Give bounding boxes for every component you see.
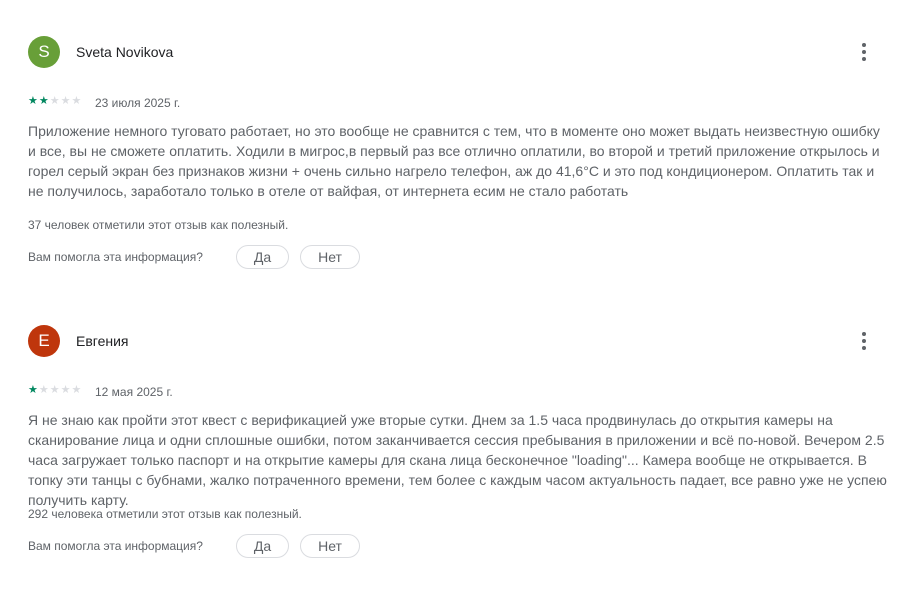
review-text: Приложение немного туговато работает, но это вообще не сравнится с тем, что в моменте оно может выдать неизвестную ошибку и все, вы не сможете оплатить. Ходили в мигрос,в первый раз все отлично оплатили, во второй и третий приложение открылось и горел серый экран без признаков жизни + очень сильно нагрело телефон, аж до 41,6°C и это под кондиционером. Оплатить так и не получилось, заработало только в отеле от вайфая, от интернета есим не стало работать bbox=[28, 123, 880, 199]
avatar: E bbox=[28, 325, 60, 357]
avatar: S bbox=[28, 36, 60, 68]
review-date: 12 мая 2025 г. bbox=[95, 385, 173, 399]
star-filled-icon: ★ bbox=[38, 95, 49, 107]
helpful-no-button[interactable]: Нет bbox=[300, 534, 360, 558]
more-options-icon[interactable] bbox=[851, 327, 877, 355]
star-empty-icon: ★ bbox=[71, 95, 82, 107]
helpful-count: 292 человека отметили этот отзыв как полезный. bbox=[28, 507, 302, 521]
helpful-yes-button[interactable]: Да bbox=[236, 534, 289, 558]
star-empty-icon: ★ bbox=[71, 384, 82, 396]
review-author: Sveta Novikova bbox=[76, 44, 174, 60]
review-text: Я не знаю как пройти этот квест с верификацией уже вторые сутки. Днем за 1.5 часа продвинулась до открытия камеры на сканирование лица и одни сплошные ошибки, потом заканчивается сессия пребывания в приложении и всё по-новой. Вечером 2.5 часа загружает только паспорт и на открытие камеры для скана лица бесконечное "loading"... Камера вообще не открывается. В топку эти танцы с бубнами, жалко потраченного времени, тем более с каждым часом актуальность падает, все равно уже не успею получить карту. bbox=[28, 412, 887, 508]
star-filled-icon: ★ bbox=[28, 95, 38, 107]
helpful-count: 37 человек отметили этот отзыв как полезный. bbox=[28, 218, 289, 232]
star-rating bbox=[28, 95, 81, 107]
helpful-question: Вам помогла эта информация? bbox=[28, 539, 203, 553]
review-date: 23 июля 2025 г. bbox=[95, 96, 181, 110]
more-options-icon[interactable] bbox=[851, 38, 877, 66]
helpful-question: Вам помогла эта информация? bbox=[28, 250, 203, 264]
star-empty-icon: ★ bbox=[60, 384, 71, 396]
star-empty-icon: ★ bbox=[49, 384, 60, 396]
star-empty-icon: ★ bbox=[60, 95, 71, 107]
helpful-yes-button[interactable]: Да bbox=[236, 245, 289, 269]
star-rating bbox=[28, 384, 81, 396]
review-author: Евгения bbox=[76, 333, 129, 349]
star-filled-icon: ★ bbox=[28, 384, 38, 396]
helpful-no-button[interactable]: Нет bbox=[300, 245, 360, 269]
star-empty-icon: ★ bbox=[38, 384, 49, 396]
star-empty-icon: ★ bbox=[49, 95, 60, 107]
